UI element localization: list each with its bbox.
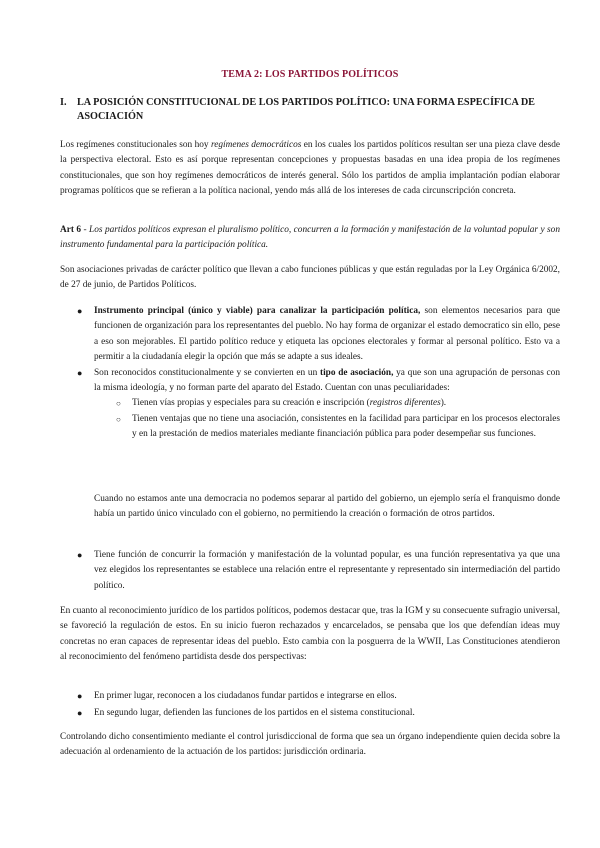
- bullet-icon: ●: [77, 550, 83, 560]
- bullet-icon: ●: [77, 367, 83, 378]
- list-item: ● Tiene función de concurrir la formación y manifestación de la voluntad popular, es una función representativa ya que una vez elegidos los representantes se establece una relación entre el representante y representado sin intermediación del partido político.: [77, 550, 560, 591]
- paragraph-art6: [60, 223, 560, 254]
- bullet-list-2: [60, 548, 560, 594]
- circle-bullet-icon: ○: [116, 399, 121, 409]
- section-heading-text: LA POSICIÓN CONSTITUCIONAL DE LOS PARTIDOS POLÍTICO: UNA FORMA ESPECÍFICA DE ASOCIACIÓN: [77, 97, 535, 122]
- paragraph-recognition: En cuanto al reconocimiento jurídico de los partidos políticos, podemos destacar que, tras la IGM y su consecuente sufragio universal, se favoreció la regulación de estos. En su inicio fueron rechazados y encarcelados, se pensaba que los que defendían ideas muy concretas no eran capaces de representar ideas del pueblo. Esto cambia con la posguerra de la WWII, Las Constituciones atendieron al reconocimiento del fenómeno partidista desde dos perspectivas:: [60, 606, 560, 663]
- page-title: TEMA 2: LOS PARTIDOS POLÍTICOS: [221, 69, 399, 80]
- list-item: ● En segundo lugar, defienden las funciones de los partidos en el sistema constitucional.: [60, 706, 560, 721]
- section-number: I.: [60, 97, 67, 108]
- list-item: ● En primer lugar, reconocen a los ciudadanos fundar partidos e integrarse en ellos.: [60, 689, 560, 704]
- art6-text: - Los partidos políticos expresan el pluralismo político, concurren a la formación y manifestación de la voluntad popular y son instrumento fundamental para la participación política.: [60, 225, 560, 251]
- bullet-icon: ●: [77, 691, 83, 701]
- section-heading: [60, 96, 560, 124]
- bullet-icon: ●: [77, 708, 83, 719]
- paragraph-franquismo: Cuando no estamos ante una democracia no podemos separar al partido del gobierno, un ejemplo sería el franquismo donde había un partido único vinculado con el gobierno, no permitiendo la creación o formación de otros partidos.: [94, 494, 560, 520]
- paragraph-control: Controlando dicho consentimiento mediante el control jurisdiccional de forma que sea un órgano independiente quien decida sobre la adecuación al ordenamiento de la actuación de los partidos: jurisdicción ordinaria.: [60, 732, 560, 758]
- circle-bullet-icon: ○: [116, 414, 121, 424]
- paragraph-intro: Los regímenes constitucionales son hoy regímenes democráticos en los cuales los partidos políticos resultan ser una pieza clave desde la perspectiva electoral. Esto es así porque representan concepciones y propuestas basadas en una idea propia de los regímenes constitucionales, que son hoy regímenes democráticos de interés general. Sólo los partidos de amplia implantación podían elaborar programas políticos que se refieran a la política nacional, yendo más allá de los intereses de cada circunscripción concreta.: [60, 140, 561, 197]
- bullet-list-3: [60, 689, 560, 722]
- sub-list-item: ○ Tienen ventajas que no tiene una asociación, consistentes en la facilidad para participar en los procesos electorales y en la prestación de medios materiales mediante financiación pública para poder desempeñar sus funciones.: [116, 413, 560, 440]
- list-item: ● Son reconocidos constitucionalmente y se convierten en un tipo de asociación, ya que son una agrupación de personas con la misma ideología, y no forman parte del aparato del Estado. Cuentan con unas peculiaridades:: [77, 367, 560, 394]
- paragraph-associations: Son asociaciones privadas de carácter político que llevan a cabo funciones públicas y que están reguladas por la Ley Orgánica 6/2002, de 27 de junio, de Partidos Políticos.: [60, 265, 560, 291]
- list-item: ● Instrumento principal (único y viable) para canalizar la participación política, son elementos necesarios para que funcionen de organización para los representantes del pueblo. No hay forma de organizar el estado democratico sin ello, pese a eso son mejorables. El partido político reduce y etiqueta las opciones electorales y formar al personal político. Esto va a permitir a la ciudadanía elegir la opción que más se adapte a sus ideales.: [77, 306, 560, 363]
- bullet-icon: ●: [77, 306, 83, 316]
- sub-list-item: ○ Tienen vías propias y especiales para su creación e inscripción (registros diferentes).: [60, 396, 560, 411]
- art6-label: Art 6: [60, 225, 82, 235]
- bullet-list-1: [60, 304, 560, 443]
